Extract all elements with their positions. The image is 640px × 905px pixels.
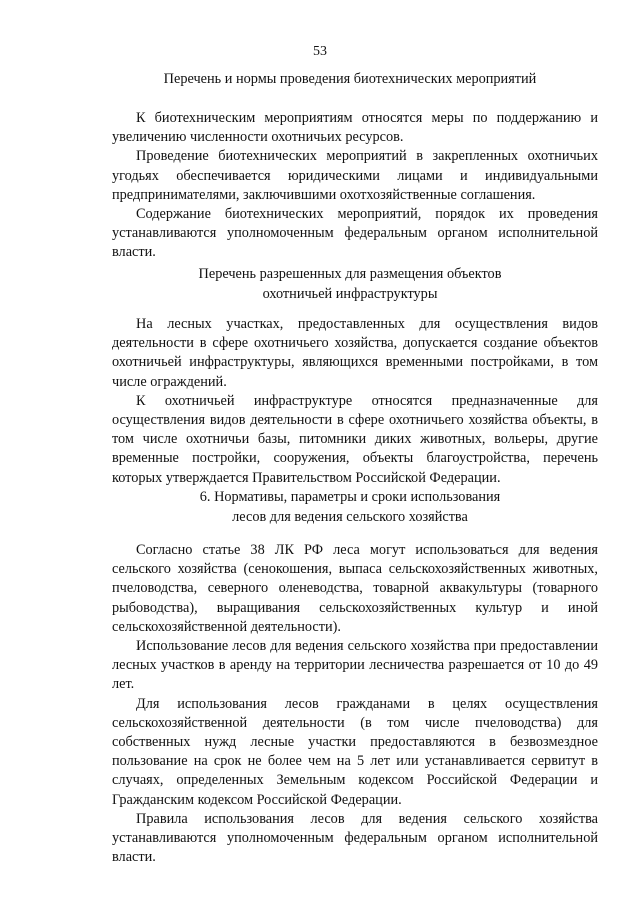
paragraph: Использование лесов для ведения сельского хозяйства при предоставлении лесных участков в аренду на территории лесничества разрешается от 10 до 49 лет. <box>112 638 598 693</box>
section-heading-biotech: Перечень и нормы проведения биотехнических мероприятий <box>163 71 537 87</box>
paragraph: К биотехническим мероприятиям относятся меры по поддержанию и увеличению численности охотничьих ресурсов. <box>112 110 598 146</box>
paragraph: Проведение биотехнических мероприятий в закрепленных охотничьих угодьях обеспечивается юридическими лицами и индивидуальными предпринимателями, заключившими охотхозяйственные соглашения. <box>112 148 598 203</box>
page-number: 53 <box>313 44 327 59</box>
paragraph: Правила использования лесов для ведения сельского хозяйства устанавливаются уполномоченным федеральным органом исполнительной власти. <box>112 810 598 866</box>
heading-line: Перечень разрешенных для размещения объектов <box>198 266 502 282</box>
paragraph: Для использования лесов гражданами в целях осуществления сельскохозяйственной деятельности (в том числе пчеловодства) для собственных нужд лесные участки предоставляются в безвозмездное пользование на срок не более чем на 5 лет или устанавливается сервитут в случаях, определенных Земельным кодексом Российской Федерации и Гражданским кодексом Российской Федерации. <box>112 695 598 808</box>
heading-line: охотничьей инфраструктуры <box>262 285 438 302</box>
heading-line: лесов для ведения сельского хозяйства <box>232 508 468 525</box>
section-heading-infrastructure <box>110 265 590 304</box>
section-body-infrastructure <box>112 315 598 488</box>
paragraph: На лесных участках, предоставленных для осуществления видов деятельности в сфере охотничьего хозяйства, допускается создание объектов охотничьей инфраструктуры, являющихся временными постройками, в том числе ограждений. <box>112 316 598 390</box>
paragraph: К охотничьей инфраструктуре относятся предназначенные для осуществления видов деятельности в сфере охотничьего хозяйства объекты, в том числе охотничьи базы, питомники диких животных, вольеры, другие временные постройки, сооружения, объекты благоустройства, перечень которых утверждается Правительством Российской Федерации. <box>112 392 598 486</box>
heading-line: 6. Нормативы, параметры и сроки использования <box>199 489 501 505</box>
section-body-agriculture <box>112 541 598 867</box>
paragraph: Содержание биотехнических мероприятий, порядок их проведения устанавливаются уполномоченным федеральным органом исполнительной власти. <box>112 206 598 261</box>
paragraph: Согласно статье 38 ЛК РФ леса могут использоваться для ведения сельского хозяйства (сенокошения, выпаса сельскохозяйственных животных, пчеловодства, северного оленеводства, товарной аквакультуры (товарного рыбоводства), выращивания сельскохозяйственных культур и иной сельскохозяйственной деятельности). <box>112 542 598 635</box>
section-body-biotech <box>112 109 598 263</box>
section-heading-agriculture <box>110 488 590 527</box>
